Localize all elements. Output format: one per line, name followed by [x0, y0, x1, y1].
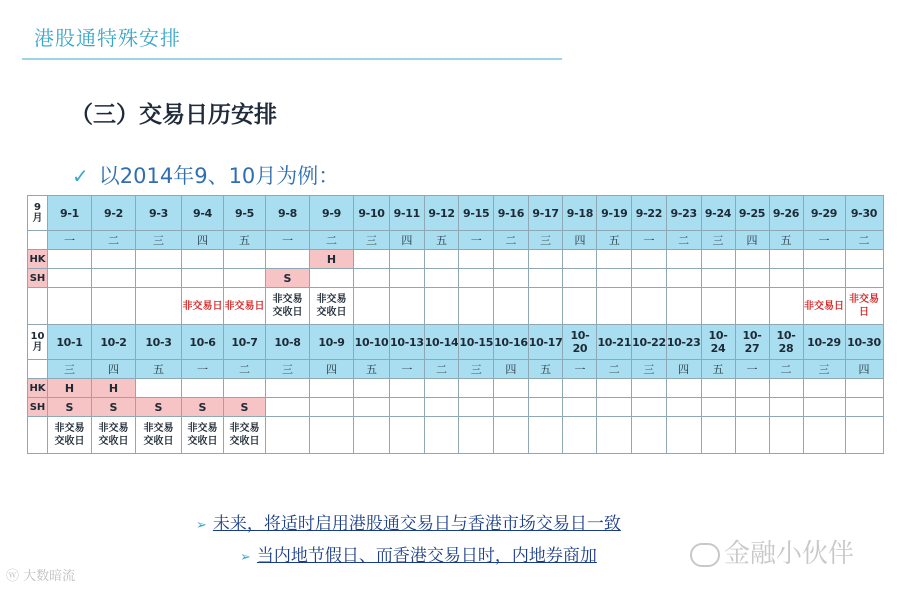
date-cell: 10-8 — [266, 325, 310, 360]
hk-label: HK — [28, 250, 48, 269]
hk-cell — [354, 250, 390, 269]
sh-cell — [597, 398, 632, 417]
weekday-cell: 五 — [136, 360, 182, 379]
weekday-cell: 三 — [528, 231, 563, 250]
sh-cell — [266, 398, 310, 417]
date-cell: 9-19 — [597, 196, 632, 231]
sh-cell — [803, 269, 845, 288]
note-cell — [528, 417, 563, 454]
weekday-cell: 一 — [563, 360, 597, 379]
note-cell — [735, 417, 769, 454]
sh-cell — [92, 269, 136, 288]
sh-cell — [390, 269, 425, 288]
sh-cell — [310, 398, 354, 417]
date-cell: 9-30 — [845, 196, 883, 231]
sh-cell: S — [266, 269, 310, 288]
sh-cell: S — [182, 398, 224, 417]
sh-row-oct — [28, 398, 884, 417]
sh-cell — [735, 269, 769, 288]
date-cell: 10-14 — [424, 325, 459, 360]
hk-cell — [424, 379, 459, 398]
hk-cell — [459, 379, 494, 398]
weekday-cell: 五 — [354, 360, 390, 379]
note-cell — [92, 288, 136, 325]
weekday-cell: 四 — [390, 231, 425, 250]
hk-cell: H — [310, 250, 354, 269]
hk-cell — [632, 250, 667, 269]
sh-cell: S — [224, 398, 266, 417]
note-cell — [528, 288, 563, 325]
hk-cell — [459, 250, 494, 269]
note-cell — [597, 417, 632, 454]
weekday-cell: 二 — [92, 231, 136, 250]
month-label: 9 月 — [28, 196, 48, 231]
sh-cell — [563, 398, 597, 417]
watermark-right — [690, 533, 854, 570]
date-cell: 10-21 — [597, 325, 632, 360]
weekday-cell: 四 — [310, 360, 354, 379]
hk-cell — [632, 379, 667, 398]
hk-cell — [701, 379, 735, 398]
weekday-cell: 二 — [424, 360, 459, 379]
date-cell: 9-18 — [563, 196, 597, 231]
sh-cell — [310, 269, 354, 288]
hk-cell — [266, 379, 310, 398]
sh-cell — [224, 269, 266, 288]
note-cell — [735, 288, 769, 325]
note-cell — [845, 417, 883, 454]
note-cell — [390, 288, 425, 325]
weekday-row-oct — [28, 360, 884, 379]
date-cell: 10-2 — [92, 325, 136, 360]
hk-cell — [701, 250, 735, 269]
date-cell: 9-4 — [182, 196, 224, 231]
weekday-cell: 一 — [632, 231, 667, 250]
note-cell — [666, 288, 701, 325]
weekday-cell: 二 — [845, 231, 883, 250]
sh-cell — [701, 269, 735, 288]
weekday-row-sep — [28, 231, 884, 250]
note-cell — [459, 288, 494, 325]
date-cell: 10-16 — [494, 325, 529, 360]
date-cell: 9-2 — [92, 196, 136, 231]
hk-cell — [845, 250, 883, 269]
example-line — [72, 160, 339, 190]
date-cell: 10- 28 — [769, 325, 803, 360]
note-cell: 非交易 交收日 — [48, 417, 92, 454]
note-cell — [597, 288, 632, 325]
note-cell: 非交易 交收日 — [136, 417, 182, 454]
weekday-cell: 二 — [310, 231, 354, 250]
hk-cell — [666, 379, 701, 398]
date-cell: 10-9 — [310, 325, 354, 360]
sh-cell — [666, 398, 701, 417]
hk-cell — [354, 379, 390, 398]
hk-cell: H — [92, 379, 136, 398]
date-cell: 9-5 — [224, 196, 266, 231]
note-label — [28, 288, 48, 325]
date-cell: 9-9 — [310, 196, 354, 231]
watermark-right-text: 金融小伙伴 — [724, 539, 855, 569]
note-cell — [563, 417, 597, 454]
sh-cell — [494, 398, 529, 417]
date-row-sep — [28, 196, 884, 231]
date-cell: 9-11 — [390, 196, 425, 231]
note-cell: 非交易日 — [803, 288, 845, 325]
date-cell: 9-22 — [632, 196, 667, 231]
date-cell: 10- 24 — [701, 325, 735, 360]
hk-cell — [563, 250, 597, 269]
date-cell: 10-6 — [182, 325, 224, 360]
weekday-cell: 二 — [224, 360, 266, 379]
weekday-cell: 五 — [528, 360, 563, 379]
hk-cell — [597, 379, 632, 398]
example-text: 以2014年9、10月为例： — [98, 164, 340, 188]
hk-cell — [735, 379, 769, 398]
date-cell: 10-15 — [459, 325, 494, 360]
title-divider — [22, 58, 562, 60]
date-cell: 10-17 — [528, 325, 563, 360]
weekday-cell: 四 — [92, 360, 136, 379]
hk-cell — [494, 379, 529, 398]
date-cell: 9-8 — [266, 196, 310, 231]
hk-cell — [803, 250, 845, 269]
weekday-label — [28, 360, 48, 379]
date-cell: 10-22 — [632, 325, 667, 360]
sh-cell — [769, 269, 803, 288]
arrow-bullet-icon: ➢ — [196, 518, 207, 533]
note-cell: 非交易 交收日 — [182, 417, 224, 454]
note-label — [28, 417, 48, 454]
weekday-cell: 三 — [266, 360, 310, 379]
date-cell: 10-29 — [803, 325, 845, 360]
sh-cell — [845, 269, 883, 288]
date-cell: 10-13 — [390, 325, 425, 360]
sh-cell — [494, 269, 529, 288]
note-cell: 非交易 交收日 — [92, 417, 136, 454]
date-cell: 10-10 — [354, 325, 390, 360]
date-cell: 9-1 — [48, 196, 92, 231]
hk-cell — [845, 379, 883, 398]
weekday-cell: 一 — [266, 231, 310, 250]
date-cell: 9-29 — [803, 196, 845, 231]
date-cell: 9-17 — [528, 196, 563, 231]
weekday-cell: 四 — [845, 360, 883, 379]
weekday-cell: 三 — [459, 360, 494, 379]
sh-cell — [803, 398, 845, 417]
hk-cell — [769, 250, 803, 269]
bullet-future — [196, 509, 621, 534]
date-cell: 10- 27 — [735, 325, 769, 360]
watermark-left — [6, 565, 75, 584]
sh-cell — [354, 269, 390, 288]
sh-cell: S — [136, 398, 182, 417]
note-cell — [563, 288, 597, 325]
note-cell — [769, 288, 803, 325]
date-row-oct — [28, 325, 884, 360]
note-cell — [424, 288, 459, 325]
hk-cell — [735, 250, 769, 269]
hk-cell — [494, 250, 529, 269]
weekday-cell: 三 — [48, 360, 92, 379]
sh-cell — [632, 398, 667, 417]
date-cell: 9-12 — [424, 196, 459, 231]
bullet-future-text: 未来，将适时启用港股通交易日与香港市场交易日一致 — [212, 514, 621, 534]
hk-cell — [666, 250, 701, 269]
note-cell — [266, 417, 310, 454]
weekday-cell: 二 — [597, 360, 632, 379]
weekday-cell: 一 — [390, 360, 425, 379]
weekday-label — [28, 231, 48, 250]
hk-cell — [224, 250, 266, 269]
hk-cell — [48, 250, 92, 269]
hk-cell — [92, 250, 136, 269]
hk-cell — [224, 379, 266, 398]
hk-cell — [390, 250, 425, 269]
sh-cell — [459, 398, 494, 417]
note-row-oct — [28, 417, 884, 454]
note-cell: 非交易 交收日 — [224, 417, 266, 454]
weekday-cell: 一 — [182, 360, 224, 379]
weekday-cell: 三 — [803, 360, 845, 379]
weekday-cell: 五 — [769, 231, 803, 250]
sh-cell — [666, 269, 701, 288]
hk-cell — [390, 379, 425, 398]
note-cell: 非交易 交收日 — [266, 288, 310, 325]
note-cell: 非交易日 — [182, 288, 224, 325]
note-cell — [701, 288, 735, 325]
bullet-holiday-text: 当内地节假日、而香港交易日时，内地券商加 — [256, 546, 597, 566]
weekday-cell: 一 — [459, 231, 494, 250]
weekday-cell: 三 — [136, 231, 182, 250]
sh-cell — [735, 398, 769, 417]
sh-cell — [632, 269, 667, 288]
hk-row-oct — [28, 379, 884, 398]
weekday-cell: 二 — [666, 231, 701, 250]
weekday-cell: 二 — [769, 360, 803, 379]
section-heading: （三）交易日历安排 — [70, 102, 277, 128]
date-cell: 9-3 — [136, 196, 182, 231]
date-cell: 9-15 — [459, 196, 494, 231]
sh-cell — [528, 269, 563, 288]
date-cell: 10-3 — [136, 325, 182, 360]
hk-cell — [424, 250, 459, 269]
note-cell — [354, 417, 390, 454]
hk-cell — [136, 250, 182, 269]
sh-cell — [424, 269, 459, 288]
sh-cell — [597, 269, 632, 288]
hk-row-sep — [28, 250, 884, 269]
sh-label: SH — [28, 398, 48, 417]
hk-cell — [803, 379, 845, 398]
watermark-left-text: 大数暗流 — [23, 569, 76, 584]
note-cell — [310, 417, 354, 454]
note-cell — [632, 417, 667, 454]
sh-cell — [845, 398, 883, 417]
note-cell — [494, 288, 529, 325]
date-cell: 9-23 — [666, 196, 701, 231]
slide-title: 港股通特殊安排 — [34, 26, 181, 50]
weekday-cell: 五 — [424, 231, 459, 250]
note-cell — [136, 288, 182, 325]
weekday-cell: 四 — [735, 231, 769, 250]
wechat-icon — [690, 543, 720, 567]
note-cell: 非交易日 — [845, 288, 883, 325]
hk-cell — [528, 250, 563, 269]
sh-cell — [136, 269, 182, 288]
sh-cell — [528, 398, 563, 417]
weekday-cell: 二 — [494, 231, 529, 250]
weekday-cell: 三 — [701, 231, 735, 250]
note-cell — [459, 417, 494, 454]
date-cell: 9-26 — [769, 196, 803, 231]
weekday-cell: 三 — [354, 231, 390, 250]
hk-cell — [769, 379, 803, 398]
trading-calendar-table — [27, 195, 884, 454]
bullet-holiday — [240, 541, 597, 566]
check-icon: ✓ — [72, 164, 89, 188]
note-cell — [424, 417, 459, 454]
hk-cell — [310, 379, 354, 398]
date-cell: 9-16 — [494, 196, 529, 231]
sh-cell — [563, 269, 597, 288]
hk-cell — [182, 250, 224, 269]
date-cell: 9-25 — [735, 196, 769, 231]
note-cell: 非交易 交收日 — [310, 288, 354, 325]
sh-cell: S — [92, 398, 136, 417]
sh-label: SH — [28, 269, 48, 288]
date-cell: 10-7 — [224, 325, 266, 360]
weekday-cell: 一 — [48, 231, 92, 250]
sh-cell — [390, 398, 425, 417]
note-cell: 非交易日 — [224, 288, 266, 325]
sh-cell — [182, 269, 224, 288]
hk-cell — [136, 379, 182, 398]
note-cell — [354, 288, 390, 325]
sh-cell — [48, 269, 92, 288]
hk-cell — [266, 250, 310, 269]
weekday-cell: 五 — [224, 231, 266, 250]
weekday-cell: 五 — [701, 360, 735, 379]
month-label: 10 月 — [28, 325, 48, 360]
sh-cell — [424, 398, 459, 417]
hk-cell — [563, 379, 597, 398]
weekday-cell: 五 — [597, 231, 632, 250]
hk-cell — [528, 379, 563, 398]
date-cell: 9-10 — [354, 196, 390, 231]
weekday-cell: 三 — [632, 360, 667, 379]
note-cell — [494, 417, 529, 454]
weekday-cell: 四 — [666, 360, 701, 379]
date-cell: 10-1 — [48, 325, 92, 360]
sh-cell — [354, 398, 390, 417]
hk-label: HK — [28, 379, 48, 398]
date-cell: 10-30 — [845, 325, 883, 360]
note-cell — [803, 417, 845, 454]
hk-cell — [182, 379, 224, 398]
note-cell — [390, 417, 425, 454]
sh-cell — [459, 269, 494, 288]
note-cell — [769, 417, 803, 454]
hk-cell: H — [48, 379, 92, 398]
hk-cell — [597, 250, 632, 269]
weekday-cell: 一 — [735, 360, 769, 379]
date-cell: 9-24 — [701, 196, 735, 231]
sh-cell — [701, 398, 735, 417]
note-cell — [48, 288, 92, 325]
note-cell — [666, 417, 701, 454]
arrow-bullet-icon: ➢ — [240, 550, 251, 565]
weekday-cell: 一 — [803, 231, 845, 250]
sh-cell — [769, 398, 803, 417]
note-cell — [632, 288, 667, 325]
sh-cell: S — [48, 398, 92, 417]
weekday-cell: 四 — [563, 231, 597, 250]
note-cell — [701, 417, 735, 454]
note-row-sep — [28, 288, 884, 325]
weekday-cell: 四 — [182, 231, 224, 250]
weibo-icon: ⓦ — [6, 569, 24, 584]
date-cell: 10- 20 — [563, 325, 597, 360]
date-cell: 10-23 — [666, 325, 701, 360]
weekday-cell: 四 — [494, 360, 529, 379]
sh-row-sep — [28, 269, 884, 288]
